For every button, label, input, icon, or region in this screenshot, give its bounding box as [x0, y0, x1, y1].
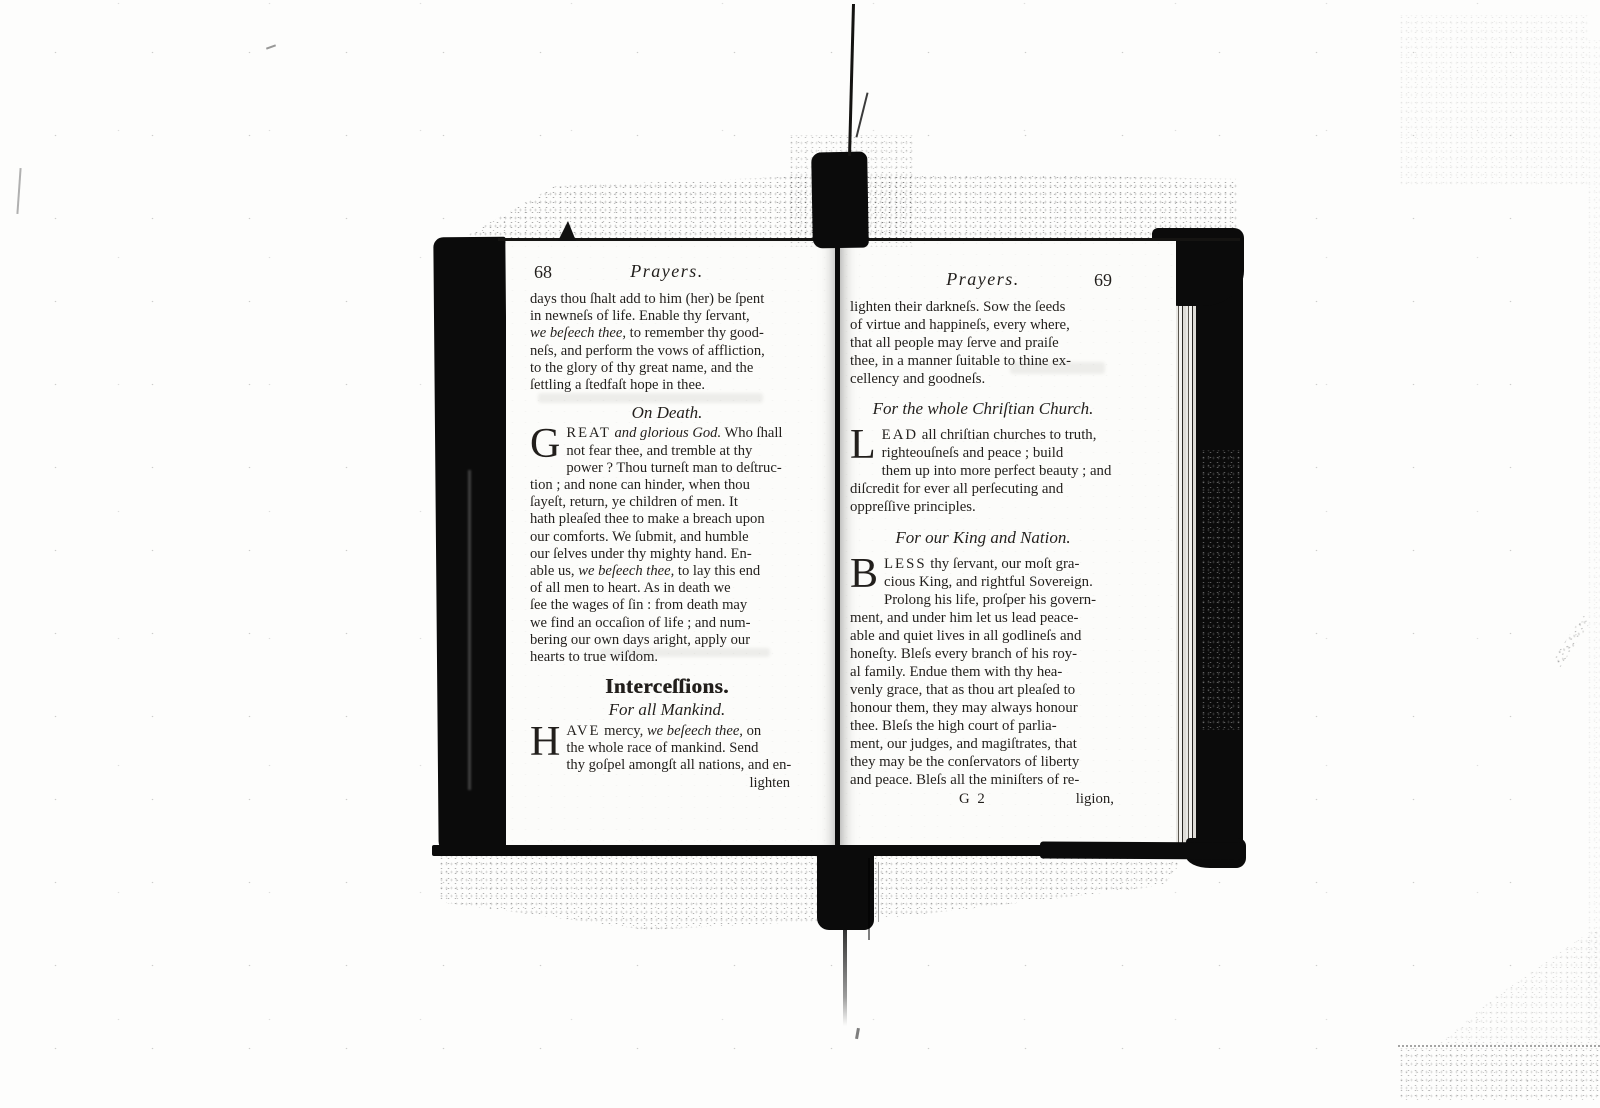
- drop-cap-g: G: [530, 421, 561, 468]
- left-page-header: [530, 263, 804, 287]
- drop-cap-b: B: [850, 551, 879, 597]
- signature-mark: G 2: [959, 791, 987, 807]
- book-top-edge-tick: [558, 221, 576, 241]
- scan-speckle-right-edge: [1586, 40, 1600, 1040]
- prayer-on-death: G REAT and glorious God. Who ſhall not fear thee, and tremble at thy power ? Thou turneſt man to deſtruc- tion ; and none can hinder, when thou ſayeſt, return, ye children of men. It hath pleaſed thee to make a breach upon our comforts. We ſubmit, and humble our ſelves under thy mighty hand. En- able us, we beſeech thee, to lay this end of all men to heart. As in death we ſee the wages of ſin : from death may we find an occaſion of life ; and num- bering our own days aright, apply our hearts to true wiſdom.: [530, 421, 783, 666]
- left-page-text-block: [530, 263, 804, 792]
- spine-crease-line-bottom-2: [878, 862, 879, 922]
- scan-mark-left-margin: [16, 168, 21, 214]
- drop-cap-h: H: [530, 718, 561, 765]
- intercessions-heading: Interceſſions.: [605, 674, 729, 699]
- book-right-cover-edge: [1196, 231, 1243, 865]
- book-page-stack-fore-edge: [1176, 240, 1196, 852]
- scan-mark-top-left: [266, 44, 276, 49]
- king-and-nation-heading: For our King and Nation.: [895, 528, 1071, 547]
- scan-squiggle-right-margin: [1542, 614, 1600, 670]
- prayer-christian-church: L EAD all chriſtian churches to truth, righteouſneſs and peace ; build them up into more perfect beauty ; and diſcredit for ever all perſecuting and oppreſſive principles.: [850, 422, 1112, 515]
- spine-small-mark-bottom: [855, 1028, 860, 1039]
- drop-cap-l: L: [850, 422, 876, 468]
- scan-speckle-top-page-edges: [452, 170, 1238, 244]
- left-paragraph-continued: days thou ſhalt add to him (her) be ſpent in newneſs of life. Enable thy ſervant, we beſeech thee, to remember thy good- neſs, and perform the vows of affliction, to the glory of thy great name, and the ſettling a ſtedfaſt hope in thee.: [530, 291, 765, 394]
- scan-dotted-line-bottom-right: [1398, 1045, 1600, 1047]
- right-page-text-block: [850, 270, 1116, 810]
- christian-church-heading: For the whole Chriſtian Church.: [872, 399, 1094, 418]
- prayer-king-and-nation: B LESS thy ſervant, our moſt gra- cious King, and rightful Sovereign. Prolong his life, proſper his govern- ment, and under him let us lead peace- able and quiet lives in all godlineſs and honeſty. Bleſs every branch of his roy- al family. Endue them with thy hea- venly grace, that as thou art pleaſed to honour them, they may always honour thee. Bleſs the high court of parlia- ment, our judges, and magiſtrates, that they may be the conſervators of liberty and peace. Bleſs all the miniſters of re-: [850, 551, 1097, 788]
- book-bottom-right-corner-blob: [1186, 838, 1246, 868]
- right-paragraph-continued: lighten their darkneſs. Sow the ſeeds of virtue and happineſs, every where, that all people may ſerve and praiſe thee, in a manner ſuitable to thine ex- cellency and goodneſs.: [850, 299, 1072, 387]
- right-page-number: 69: [1094, 270, 1112, 290]
- left-page-number: 68: [534, 262, 552, 282]
- spine-cord-line-top: [848, 4, 855, 156]
- spine-speckle-halo-top: [788, 135, 913, 247]
- spine-crease-line-bottom: [868, 858, 870, 940]
- right-running-title: Prayers.: [946, 269, 1020, 289]
- prayer-for-all-mankind: H AVE mercy, we beſeech thee, on the whole race of mankind. Send thy goſpel amongſt all nations, and en-: [530, 718, 792, 774]
- spine-blob-bottom: [817, 854, 874, 930]
- scan-speckle-bottom-page-edges: [438, 856, 1186, 930]
- scan-speckle-bottom-right-wedge: [1438, 925, 1600, 1045]
- scan-speckle-top-right-corner: [1398, 15, 1588, 185]
- right-catchword: ligion,: [1075, 791, 1114, 807]
- spine-cord-branch-top: [855, 92, 868, 137]
- right-page-header: [850, 270, 1116, 294]
- on-death-heading: On Death.: [631, 403, 703, 423]
- left-cover-crease-highlight: [468, 470, 471, 790]
- spine-blob-top: [811, 152, 869, 249]
- scan-speckle-bottom-right-corner: [1398, 1048, 1600, 1100]
- right-page-footer: [850, 790, 1116, 810]
- for-all-mankind-heading: For all Mankind.: [608, 700, 726, 720]
- left-running-title: Prayers.: [630, 261, 704, 281]
- book-left-cover-edge: [433, 237, 510, 856]
- right-cover-worn-texture: [1200, 450, 1240, 730]
- spine-tail-line-bottom: [843, 928, 847, 1026]
- left-catchword: lighten: [749, 775, 790, 792]
